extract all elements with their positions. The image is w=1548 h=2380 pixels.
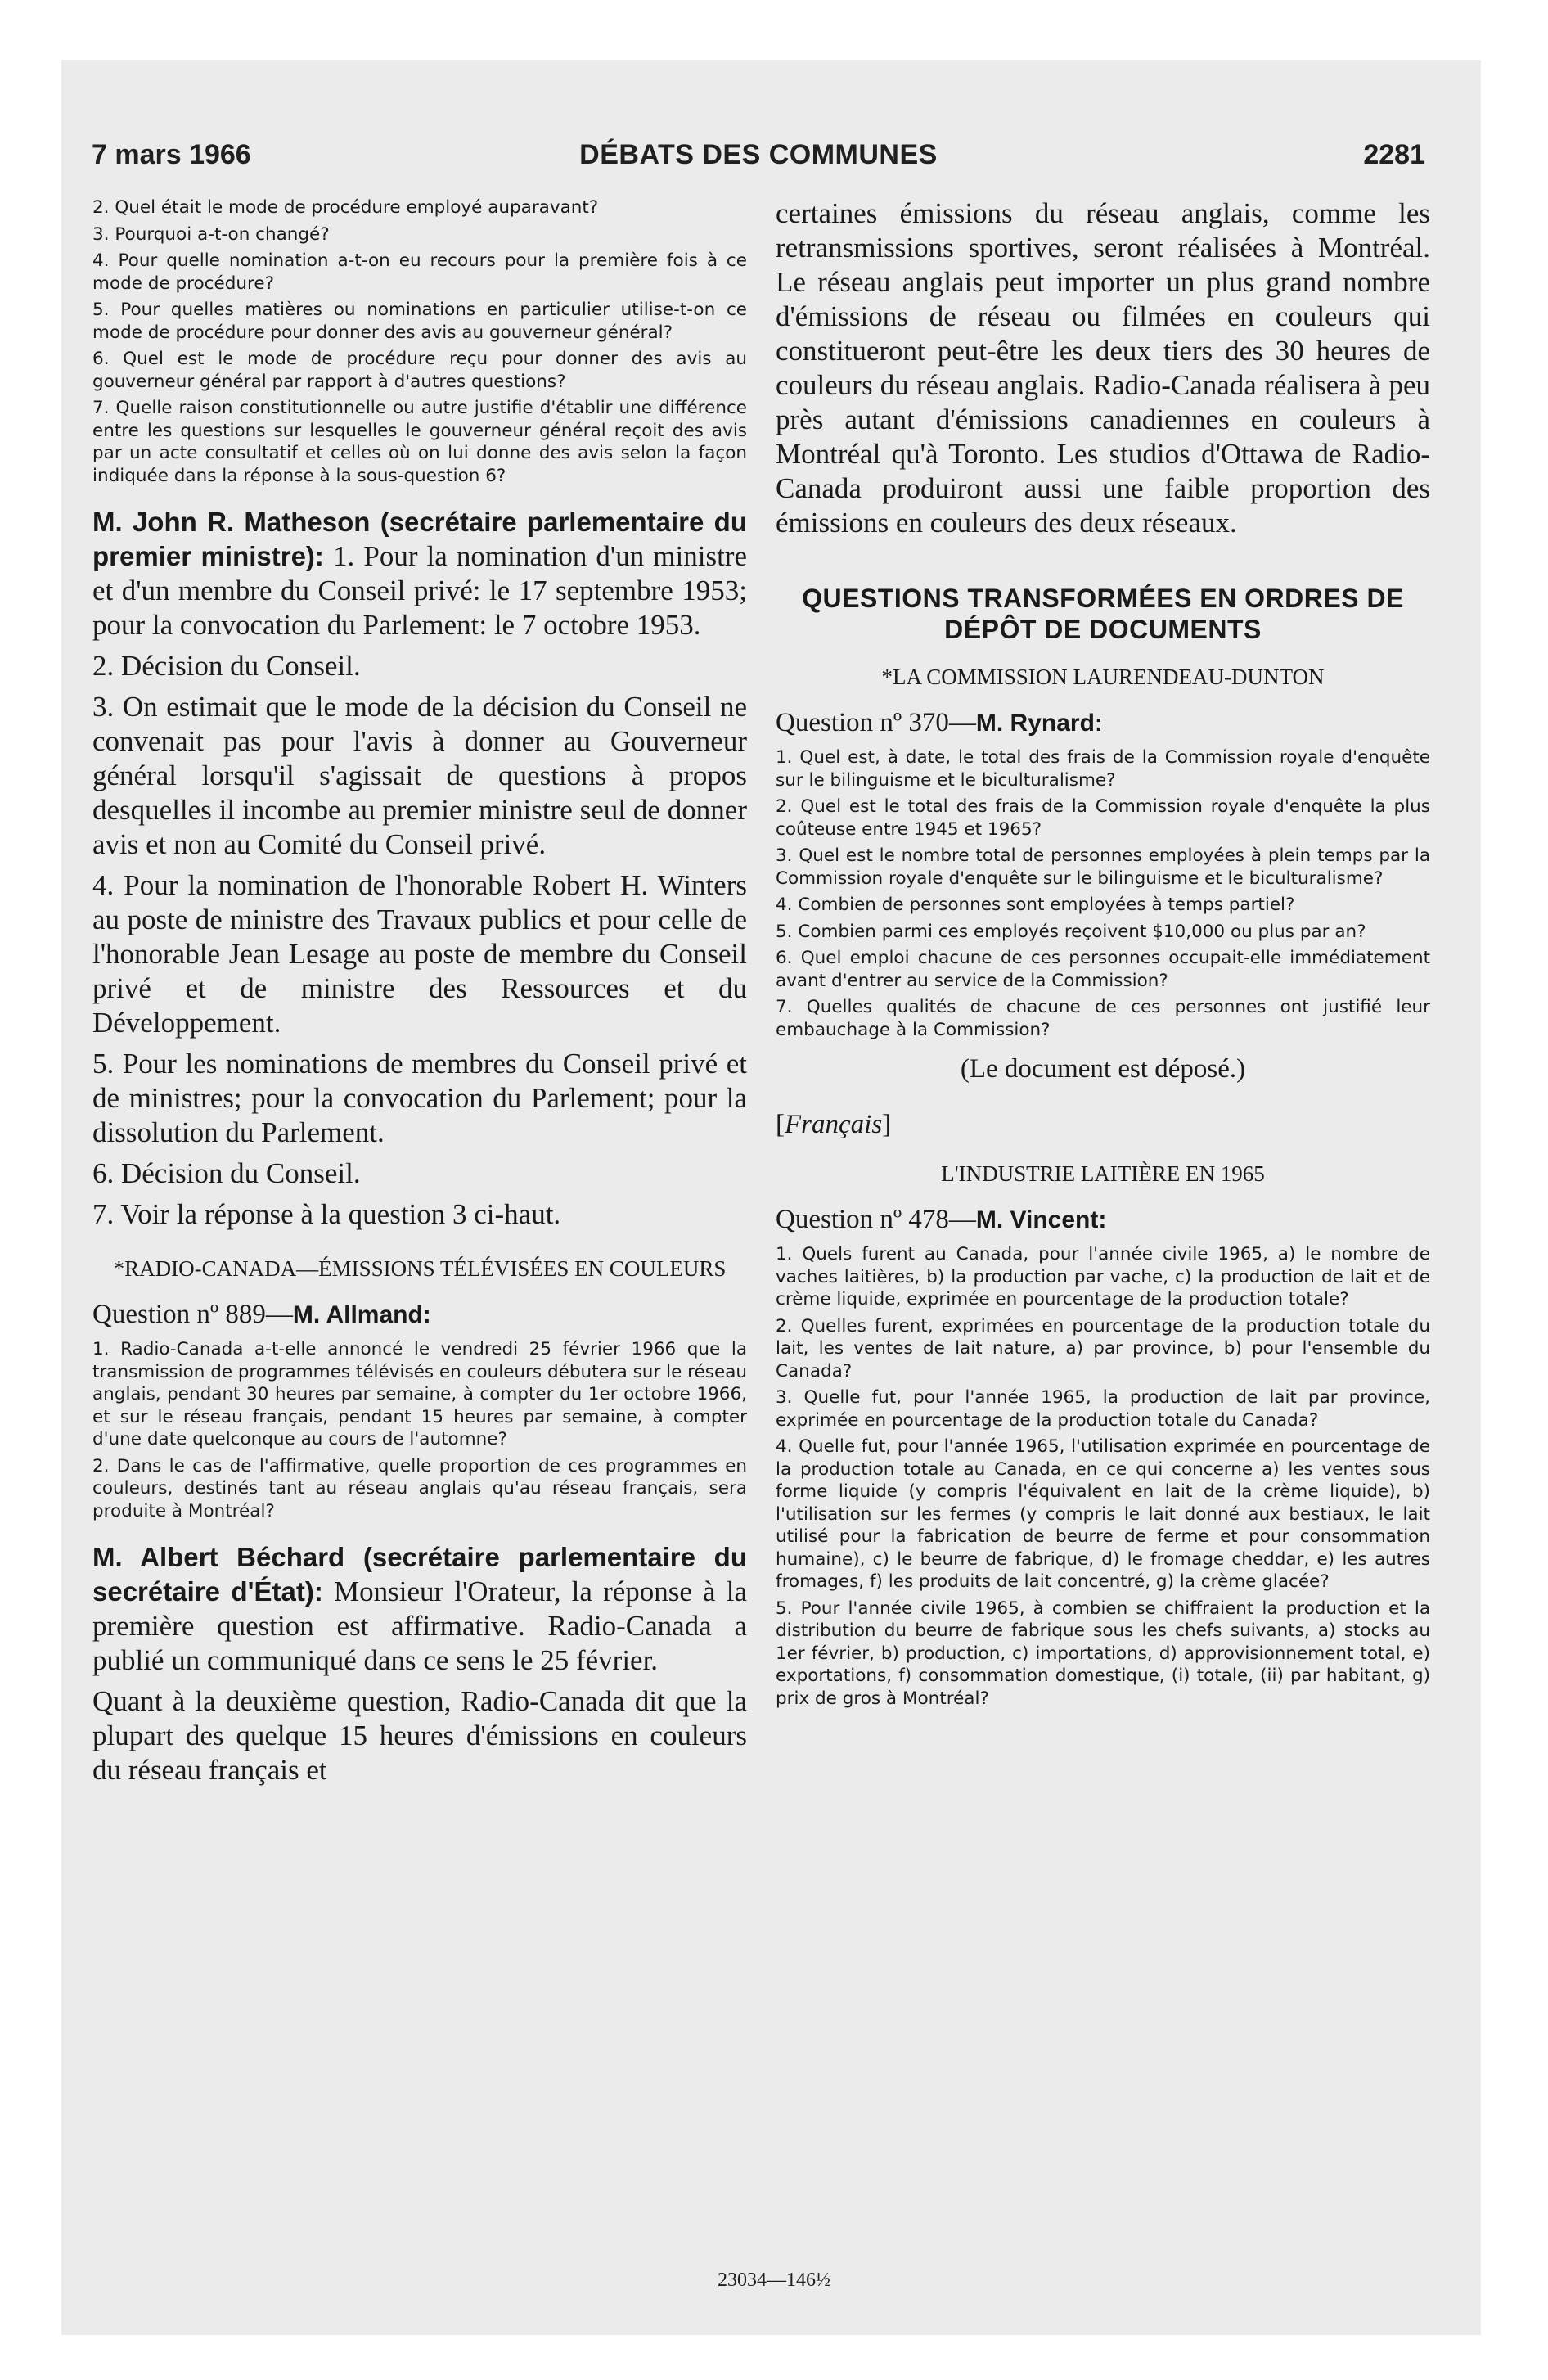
radio-question-2: 2. Dans le cas de l'affirmative, quelle proportion de ces programmes en couleurs, destinés tant au réseau anglais qu'au réseau français, sera produite à Montréal? xyxy=(92,1455,747,1521)
matheson-answer-1 xyxy=(92,505,747,642)
right-column xyxy=(776,196,1430,1714)
document-tabled: (Le document est déposé.) xyxy=(960,1054,1246,1084)
question-478-number: Question nº 478— xyxy=(776,1205,976,1234)
question-2: 2. Quel était le mode de procédure employé auparavant? xyxy=(92,197,599,218)
commission-question-4: 4. Combien de personnes sont employées à temps partiel? xyxy=(776,895,1295,915)
question-370-number: Question nº 370— xyxy=(776,708,976,737)
commission-question-3: 3. Quel est le nombre total de personnes employées à plein temps par la Commission royale d'enquête sur le bilinguisme et le biculturalisme? xyxy=(776,845,1430,889)
question-7: 7. Quelle raison constitutionnelle ou autre justifie d'établir une différence entre les questions sur lesquelles le gouverneur général reçoit des avis par un acte consultatif et celles où on lui donne des avis selon la façon indiquée dans la réponse à la sous-question 6? xyxy=(92,398,747,486)
dairy-question-1: 1. Quels furent au Canada, pour l'année civile 1965, a) le nombre de vaches laitières, b) la production par vache, c) la production de lait et de crème liquide, exprimée en pourcentage de la production totale? xyxy=(776,1244,1430,1309)
question-889-member: M. Allmand: xyxy=(292,1301,431,1328)
header-title: DÉBATS DES COMMUNES xyxy=(579,139,938,170)
dairy-question-5: 5. Pour l'année civile 1965, à combien se chiffraient la production et la distribution du beurre de fabrique sous les chefs suivants, a) stocks au 1er février, b) production, c) importations, d) approvisionnement total, e) exportations, f) consommation domestique, (i) totale, (ii) par habitant, g) prix de gros à Montréal? xyxy=(776,1598,1430,1709)
dairy-question-2: 2. Quelles furent, exprimées en pourcentage de la production totale du lait, les ventes de lait nature, a) par province, b) pour l'ensemble du Canada? xyxy=(776,1315,1430,1382)
commission-question-5: 5. Combien parmi ces employés reçoivent $10,000 ou plus par an? xyxy=(776,921,1366,942)
language-tag-text: Français xyxy=(785,1110,883,1139)
left-column xyxy=(92,196,747,1794)
commission-question-2: 2. Quel est le total des frais de la Commission royale d'enquête la plus coûteuse entre 1945 et 1965? xyxy=(776,796,1430,840)
question-370-member: M. Rynard: xyxy=(975,710,1103,737)
dairy-question-4: 4. Quelle fut, pour l'année 1965, l'utilisation exprimée en pourcentage de la production totale au Canada, en ce qui concerne a) les ventes sous forme liquide (y compris l'équivalent en lait de la crème liquide), b) l'utilisation sur les fermes (y compris le lait donné aux bestiaux, le lait utilisé pour la fabrication de beurre de ferme et pour consommation humaine), c) le beurre de fabrique, d) le fromage cheddar, e) les autres fromages, f) les produits de lait concentré, g) la crème glacée? xyxy=(776,1436,1430,1592)
commission-question-7: 7. Quelles qualités de chacune de ces personnes ont justifié leur embauchage à la Commission? xyxy=(776,997,1430,1040)
question-6: 6. Quel est le mode de procédure reçu pour donner des avis au gouverneur général par rapport à d'autres questions? xyxy=(92,349,747,392)
answer-3: 3. On estimait que le mode de la décision du Conseil ne convenait pas pour l'avis à donner au Gouverneur général lorsqu'il s'agissait de questions à propos desquelles il incombe au premier ministre seul de donner avis et non au Comité du Conseil privé. xyxy=(92,691,747,860)
question-5: 5. Pour quelles matières ou nominations en particulier utilise-t-on ce mode de procédure pour donner des avis au gouverneur général? xyxy=(92,300,747,343)
subheading-dairy: L'INDUSTRIE LAITIÈRE EN 1965 xyxy=(941,1161,1265,1186)
section-heading: QUESTIONS TRANSFORMÉES EN ORDRES DE DÉPÔT DE DOCUMENTS xyxy=(802,584,1404,644)
bechard-answer-1-text: Monsieur l'Orateur, la réponse à la première question est affirmative. Radio-Canada a publié un communiqué dans ce sens le 25 février. xyxy=(92,1575,747,1676)
question-370 xyxy=(776,706,1430,740)
header-page-number: 2281 xyxy=(1363,139,1425,170)
answer-4: 4. Pour la nomination de l'honorable Robert H. Winters au poste de ministre des Travaux publics et pour celle de l'honorable Jean Lesage au poste de membre du Conseil privé et de ministre des Ressources et du Développement. xyxy=(92,869,747,1039)
speaker-matheson: M. John R. Matheson (secrétaire parlementaire du premier ministre): xyxy=(92,507,747,571)
answer-7: 7. Voir la réponse à la question 3 ci-haut. xyxy=(92,1198,561,1230)
commission-question-1: 1. Quel est, à date, le total des frais de la Commission royale d'enquête sur le bilinguisme et le biculturalisme? xyxy=(776,747,1430,791)
answer-5: 5. Pour les nominations de membres du Conseil privé et de ministres; pour la convocation du Parlement; pour la dissolution du Parlement. xyxy=(92,1048,747,1148)
dairy-question-3: 3. Quelle fut, pour l'année 1965, la production de lait par province, exprimée en pourcentage de la production totale du Canada? xyxy=(776,1387,1430,1431)
question-478 xyxy=(776,1203,1430,1237)
answer-1-text: 1. Pour la nomination d'un ministre et d'un membre du Conseil privé: le 17 septembre 1953; pour la convocation du Parlement: le 7 octobre 1953. xyxy=(92,540,748,641)
answer-6: 6. Décision du Conseil. xyxy=(92,1157,361,1189)
radio-answer-continued: certaines émissions du réseau anglais, comme les retransmissions sportives, seront réalisées à Montréal. Le réseau anglais peut importer un plus grand nombre d'émissions de réseau ou filmées en couleurs qui constitueront peut-être les deux tiers des 30 heures de couleurs du réseau anglais. Radio-Canada réalisera à peu près autant d'émissions canadiennes en couleurs à Montréal qu'à Toronto. Les studios d'Ottawa de Radio-Canada produiront aussi une faible proportion des émissions en couleurs des deux réseaux. xyxy=(776,197,1430,539)
answer-2: 2. Décision du Conseil. xyxy=(92,650,361,682)
subheading-commission: *LA COMMISSION LAURENDEAU-DUNTON xyxy=(881,665,1325,689)
commission-question-6: 6. Quel emploi chacune de ces personnes occupait-elle immédiatement avant d'entrer au service de la Commission? xyxy=(776,948,1430,991)
question-4: 4. Pour quelle nomination a-t-on eu recours pour la première fois à ce mode de procédure? xyxy=(92,250,747,294)
bechard-answer-2: Quant à la deuxième question, Radio-Canada dit que la plupart des quelque 15 heures d'émissions en couleurs du réseau français et xyxy=(92,1685,747,1786)
question-889 xyxy=(92,1298,747,1332)
page-header xyxy=(92,139,1425,180)
question-478-member: M. Vincent: xyxy=(975,1206,1107,1233)
language-tag: [Français] xyxy=(776,1110,892,1139)
page-footer-code: 23034—146½ xyxy=(718,2270,830,2291)
question-3: 3. Pourquoi a-t-on changé? xyxy=(92,223,330,245)
question-889-number: Question nº 889— xyxy=(92,1300,293,1329)
subheading-radio-canada: *RADIO-CANADA—ÉMISSIONS TÉLÉVISÉES EN COULEURS xyxy=(113,1256,727,1281)
radio-question-1: 1. Radio-Canada a-t-elle annoncé le vendredi 25 février 1966 que la transmission de programmes télévisés en couleurs débutera sur le réseau anglais, pendant 30 heures par semaine, à compter du 1er octobre 1966, et sur le réseau français, pendant 15 heures par semaine, à compter d'une date quelconque au cours de l'automne? xyxy=(92,1339,747,1449)
speaker-bechard: M. Albert Béchard (secrétaire parlementaire du secrétaire d'État): xyxy=(92,1542,747,1607)
bechard-answer-1 xyxy=(92,1540,747,1678)
header-date: 7 mars 1966 xyxy=(92,139,251,170)
